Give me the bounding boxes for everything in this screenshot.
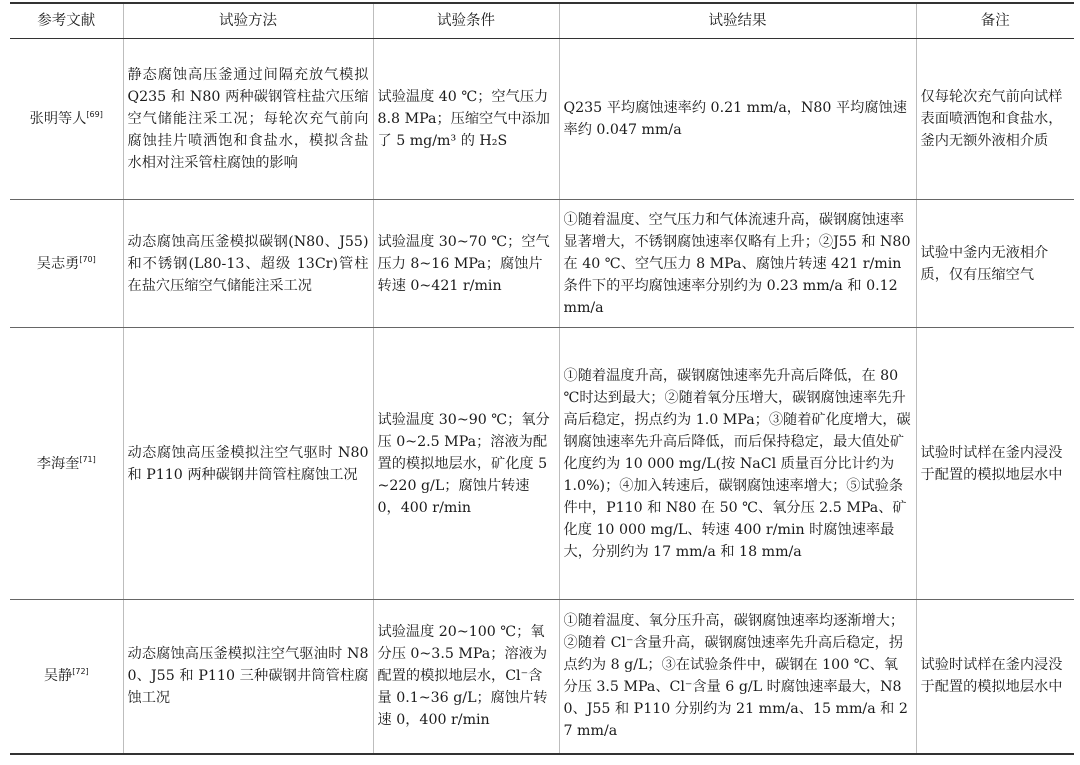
conditions-cell: 试验温度 30~70 ℃；空气压力 8~16 MPa；腐蚀片转速 0~421 r/min (373, 200, 559, 328)
citation-number: [69] (86, 110, 103, 119)
results-cell: ①随着温度升高，碳钢腐蚀速率先升高后降低，在 80 ℃时达到最大；②随着氧分压增大，碳钢腐蚀速率先升高后稳定，拐点约为 1.0 MPa；③随着矿化度增大，碳钢腐蚀速率先升高后降低，而后保持稳定，最大值处矿化度约为 10 000 mg/L(按 NaCl 质量百分比计约为 1.0%)；④加入转速后，碳钢腐蚀速率增大；⑤试验条件中，P110 和 N80 在 50 ℃、氧分压 2.5 MPa、矿化度 10 000 mg/L、转速 400 r/min 时腐蚀速率最大，分别约为 17 mm/a 和 18 mm/a (559, 328, 916, 600)
header-results: 试验结果 (559, 3, 916, 39)
reference-cell (10, 200, 123, 328)
author-name: 李海奎 (36, 455, 80, 472)
conditions-cell: 试验温度 20~100 ℃；氧分压 0~3.5 MPa；溶液为配置的模拟地层水，Cl⁻含量 0.1~36 g/L；腐蚀片转速 0，400 r/min (373, 600, 559, 754)
table-row (10, 200, 1074, 328)
notes-cell: 试验中釜内无液相介质，仅有压缩空气 (916, 200, 1074, 328)
table-header-row (10, 3, 1074, 39)
author-name: 吴静 (43, 668, 73, 685)
literature-table-container (10, 2, 1074, 755)
results-cell: Q235 平均腐蚀速率约 0.21 mm/a，N80 平均腐蚀速率约 0.047 mm/a (559, 39, 916, 200)
citation-number: [72] (72, 667, 89, 677)
reference-cell (10, 600, 123, 754)
notes-cell: 试验时试样在釜内浸没于配置的模拟地层水中 (916, 600, 1074, 754)
table-row (10, 600, 1074, 754)
corrosion-test-table (10, 2, 1074, 755)
header-method: 试验方法 (123, 3, 373, 39)
notes-cell: 仅每轮次充气前向试样表面喷洒饱和食盐水，釜内无额外液相介质 (916, 39, 1074, 200)
table-row (10, 328, 1074, 600)
method-cell: 动态腐蚀高压釜模拟注空气驱油时 N80、J55 和 P110 三种碳钢井筒管柱腐蚀工况 (123, 600, 373, 754)
header-conditions: 试验条件 (373, 3, 559, 39)
method-cell: 静态腐蚀高压釜通过间隔充放气模拟 Q235 和 N80 两种碳钢管柱盐穴压缩空气储能注采工况；每轮次充气前向腐蚀挂片喷洒饱和食盐水，模拟含盐水相对注采管柱腐蚀的影响 (123, 39, 373, 200)
method-cell: 动态腐蚀高压釜模拟注空气驱时 N80 和 P110 两种碳钢井筒管柱腐蚀工况 (123, 328, 373, 600)
reference-cell (10, 39, 123, 200)
citation-number: [70] (79, 254, 96, 264)
citation-number: [71] (79, 454, 96, 464)
header-reference: 参考文献 (10, 3, 123, 39)
author-name: 吴志勇 (36, 255, 80, 272)
results-cell: ①随着温度、空气压力和气体流速升高，碳钢腐蚀速率显著增大，不锈钢腐蚀速率仅略有上升；②J55 和 N80 在 40 ℃、空气压力 8 MPa、腐蚀片转速 421 r/min 条件下的平均腐蚀速率分别约为 0.23 mm/a 和 0.12 mm/a (559, 200, 916, 328)
reference-cell (10, 328, 123, 600)
header-notes: 备注 (916, 3, 1074, 39)
conditions-cell: 试验温度 30~90 ℃；氧分压 0~2.5 MPa；溶液为配置的模拟地层水，矿化度 5~220 g/L；腐蚀片转速 0，400 r/min (373, 328, 559, 600)
results-cell: ①随着温度、氧分压升高，碳钢腐蚀速率均逐渐增大；②随着 Cl⁻含量升高，碳钢腐蚀速率先升高后稳定，拐点约为 8 g/L；③在试验条件中，碳钢在 100 ℃、氧分压 3.5 MPa、Cl⁻含量 6 g/L 时腐蚀速率最大，N80、J55 和 P110 分别约为 21 mm/a、15 mm/a 和 27 mm/a (559, 600, 916, 754)
conditions-cell: 试验温度 40 ℃；空气压力 8.8 MPa；压缩空气中添加了 5 mg/m³ 的 H₂S (373, 39, 559, 200)
author-name: 张明等人 (29, 111, 87, 127)
method-cell: 动态腐蚀高压釜模拟碳钢(N80、J55)和不锈钢(L80-13、超级 13Cr)管柱在盐穴压缩空气储能注采工况 (123, 200, 373, 328)
notes-cell: 试验时试样在釜内浸没于配置的模拟地层水中 (916, 328, 1074, 600)
table-row (10, 39, 1074, 200)
